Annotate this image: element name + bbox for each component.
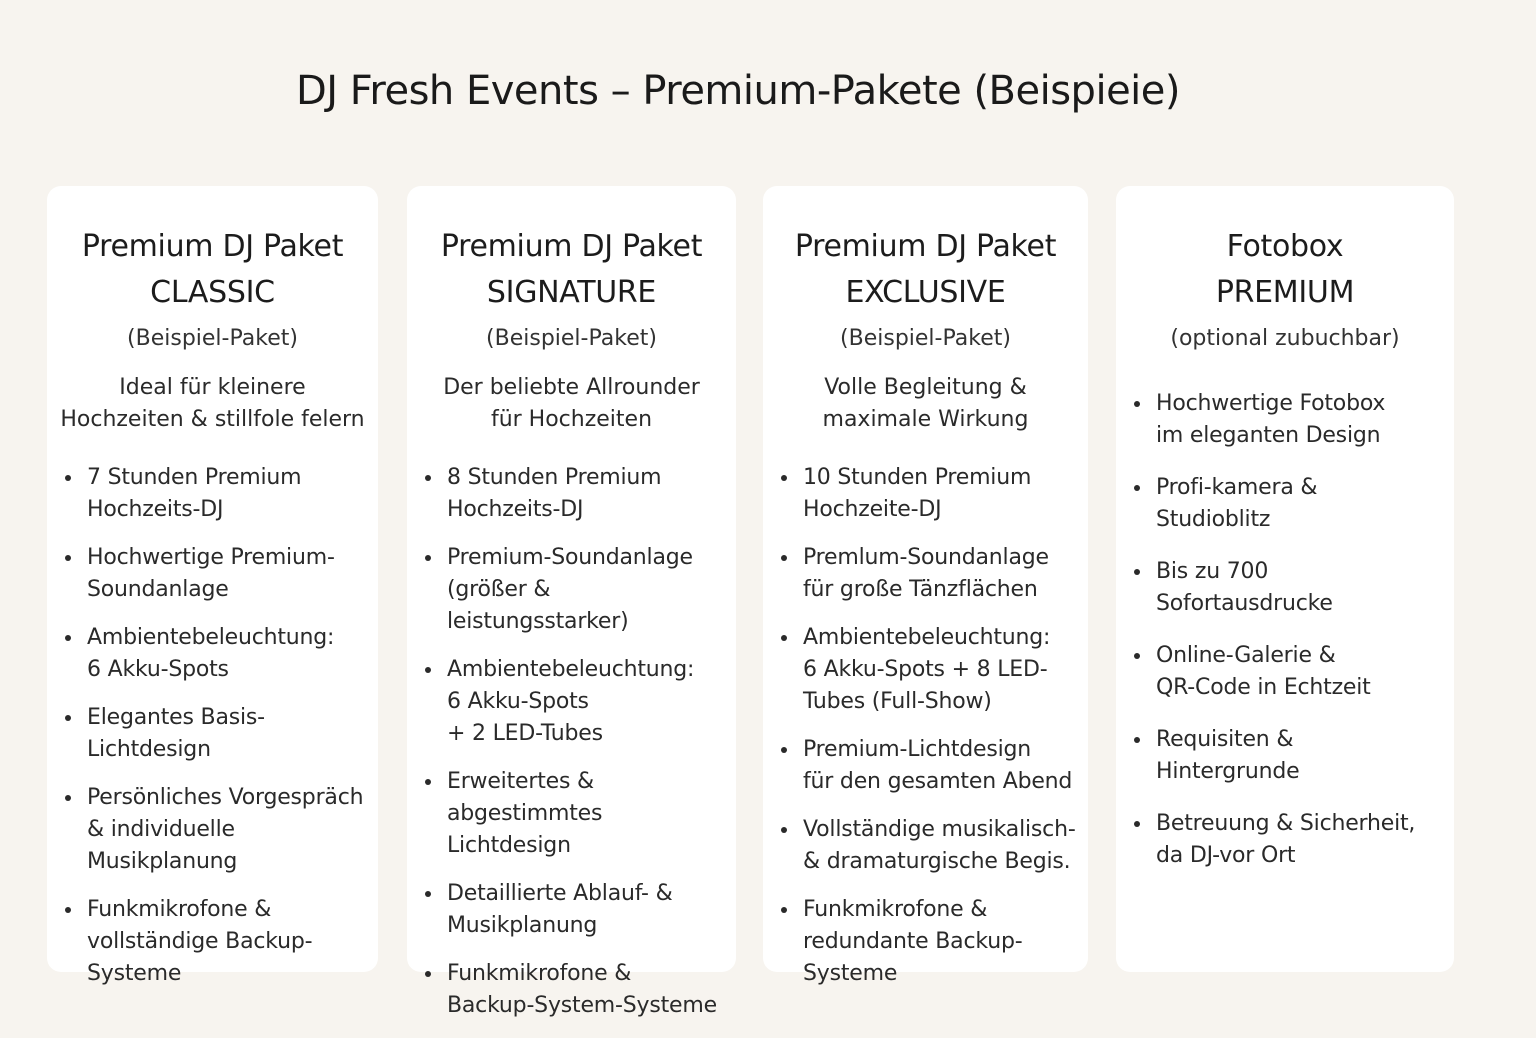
feature-list bbox=[781, 462, 1082, 1006]
card-title-line2: EXCLUSIVE bbox=[845, 275, 1006, 310]
feature-text: 8 Stunden Premium Hochzeits-DJ bbox=[447, 465, 662, 522]
feature-item bbox=[1134, 808, 1448, 872]
feature-text: Hochwertige Premium- Soundanlage bbox=[87, 545, 335, 602]
feature-text: Premium-Soundanlage (größer & leistungsstarker) bbox=[447, 545, 693, 634]
card-title-line2: SIGNATURE bbox=[486, 275, 657, 310]
feature-item bbox=[781, 542, 1082, 606]
bullet-icon bbox=[1134, 737, 1140, 743]
bullet-icon bbox=[781, 555, 787, 561]
feature-item bbox=[65, 622, 372, 686]
feature-list bbox=[1134, 388, 1448, 892]
feature-text: Erweitertes & abgestimmtes Lichtdesign bbox=[447, 769, 603, 858]
feature-text: 7 Stunden Premium Hochzeits-DJ bbox=[87, 465, 302, 522]
feature-item bbox=[425, 462, 730, 526]
bullet-icon bbox=[65, 635, 71, 641]
feature-text: 10 Stunden Premium Hochzeite-DJ bbox=[803, 465, 1032, 522]
feature-text: Profi-kamera & Studioblitz bbox=[1156, 475, 1318, 532]
feature-item bbox=[425, 766, 730, 862]
card-subtitle: (Beispiel-Paket) bbox=[127, 326, 298, 351]
card-subtitle: (optional zubuchbar) bbox=[1170, 326, 1400, 351]
feature-list bbox=[425, 462, 730, 1038]
feature-text: Ambientebeleuchtung: 6 Akku-Spots bbox=[87, 625, 335, 682]
feature-text: Premlum-Soundanlage für große Tänzflächen bbox=[803, 545, 1049, 602]
feature-text: Detaillierte Ablauf- & Musikplanung bbox=[447, 881, 673, 938]
feature-text: Ambientebeleuchtung: 6 Akku-Spots + 8 LED- Tubes (Full-Show) bbox=[803, 625, 1051, 714]
feature-text: Premium-Lichtdesign für den gesamten Abend bbox=[803, 737, 1073, 794]
feature-text: Requisiten & Hintergrunde bbox=[1156, 727, 1300, 784]
card-header bbox=[763, 224, 1088, 354]
card-title-line1: Premium DJ Paket bbox=[81, 229, 344, 264]
feature-item bbox=[65, 702, 372, 766]
bullet-icon bbox=[781, 475, 787, 481]
package-card-classic bbox=[47, 186, 378, 986]
card-subtitle: (Beispiel-Paket) bbox=[486, 326, 657, 351]
feature-text: Online-Galerie & QR-Code in Echtzeit bbox=[1156, 643, 1371, 700]
feature-text: Persönliches Vorgespräch & individuelle Musikplanung bbox=[87, 785, 364, 874]
feature-item bbox=[425, 654, 730, 750]
feature-item bbox=[781, 462, 1082, 526]
package-card-fotobox bbox=[1116, 186, 1454, 972]
feature-item bbox=[65, 782, 372, 878]
card-title-line2: CLASSIC bbox=[150, 275, 275, 310]
bullet-icon bbox=[65, 475, 71, 481]
feature-item bbox=[781, 622, 1082, 718]
bullet-icon bbox=[781, 747, 787, 753]
card-description: Der beliebte Allrounder für Hochzeiten bbox=[443, 375, 700, 432]
feature-item bbox=[425, 958, 730, 1022]
bullet-icon bbox=[425, 779, 431, 785]
card-header bbox=[1116, 224, 1454, 354]
feature-text: Ambientebeleuchtung: 6 Akku-Spots + 2 LED-Tubes bbox=[447, 657, 695, 746]
feature-text: Betreuung & Sicherheit, da DJ-vor Ort bbox=[1156, 811, 1416, 868]
feature-item bbox=[1134, 724, 1448, 788]
card-subtitle: (Beispiel-Paket) bbox=[840, 326, 1011, 351]
feature-item bbox=[1134, 388, 1448, 452]
bullet-icon bbox=[1134, 653, 1140, 659]
feature-item bbox=[65, 894, 372, 990]
bullet-icon bbox=[425, 475, 431, 481]
bullet-icon bbox=[65, 795, 71, 801]
card-header bbox=[47, 224, 378, 354]
feature-text: Funkmikrofone & Backup-System-Systeme bbox=[447, 961, 717, 1018]
bullet-icon bbox=[781, 827, 787, 833]
package-card-exclusive bbox=[763, 186, 1088, 986]
feature-list bbox=[65, 462, 372, 1006]
feature-text: Bis zu 700 Sofortausdrucke bbox=[1156, 559, 1333, 616]
feature-item bbox=[425, 542, 730, 638]
feature-text: Hochwertige Fotobox im eleganten Design bbox=[1156, 391, 1386, 448]
feature-item bbox=[65, 542, 372, 606]
bullet-icon bbox=[65, 715, 71, 721]
card-description: Volle Begleitung & maximale Wirkung bbox=[822, 375, 1029, 432]
feature-text: Funkmikrofone & vollständige Backup- Systeme bbox=[87, 897, 313, 986]
feature-item bbox=[1134, 556, 1448, 620]
feature-item bbox=[1134, 640, 1448, 704]
feature-item bbox=[781, 734, 1082, 798]
bullet-icon bbox=[1134, 401, 1140, 407]
bullet-icon bbox=[425, 667, 431, 673]
bullet-icon bbox=[1134, 569, 1140, 575]
card-title-line1: Fotobox bbox=[1226, 229, 1344, 264]
bullet-icon bbox=[781, 635, 787, 641]
card-title-line1: Premium DJ Paket bbox=[794, 229, 1057, 264]
feature-item bbox=[1134, 472, 1448, 536]
card-title-line1: Premium DJ Paket bbox=[440, 229, 703, 264]
card-title-line2: PREMIUM bbox=[1215, 275, 1355, 310]
page-title: DJ Fresh Events – Premium-Pakete (Beispieie) bbox=[295, 68, 1180, 114]
card-header bbox=[407, 224, 736, 354]
bullet-icon bbox=[425, 971, 431, 977]
bullet-icon bbox=[65, 907, 71, 913]
bullet-icon bbox=[1134, 821, 1140, 827]
bullet-icon bbox=[781, 907, 787, 913]
feature-text: Elegantes Basis- Lichtdesign bbox=[87, 705, 265, 762]
feature-item bbox=[65, 462, 372, 526]
bullet-icon bbox=[425, 891, 431, 897]
feature-item bbox=[425, 878, 730, 942]
card-description: Ideal für kleinere Hochzeiten & stillfole felern bbox=[60, 375, 365, 432]
bullet-icon bbox=[425, 555, 431, 561]
feature-item bbox=[781, 894, 1082, 990]
feature-text: Vollständige musikalisch- & dramaturgische Begis. bbox=[803, 817, 1076, 874]
feature-text: Funkmikrofone & redundante Backup-Systeme bbox=[803, 897, 1023, 986]
bullet-icon bbox=[65, 555, 71, 561]
bullet-icon bbox=[1134, 485, 1140, 491]
package-card-signature bbox=[407, 186, 736, 1018]
feature-item bbox=[781, 814, 1082, 878]
